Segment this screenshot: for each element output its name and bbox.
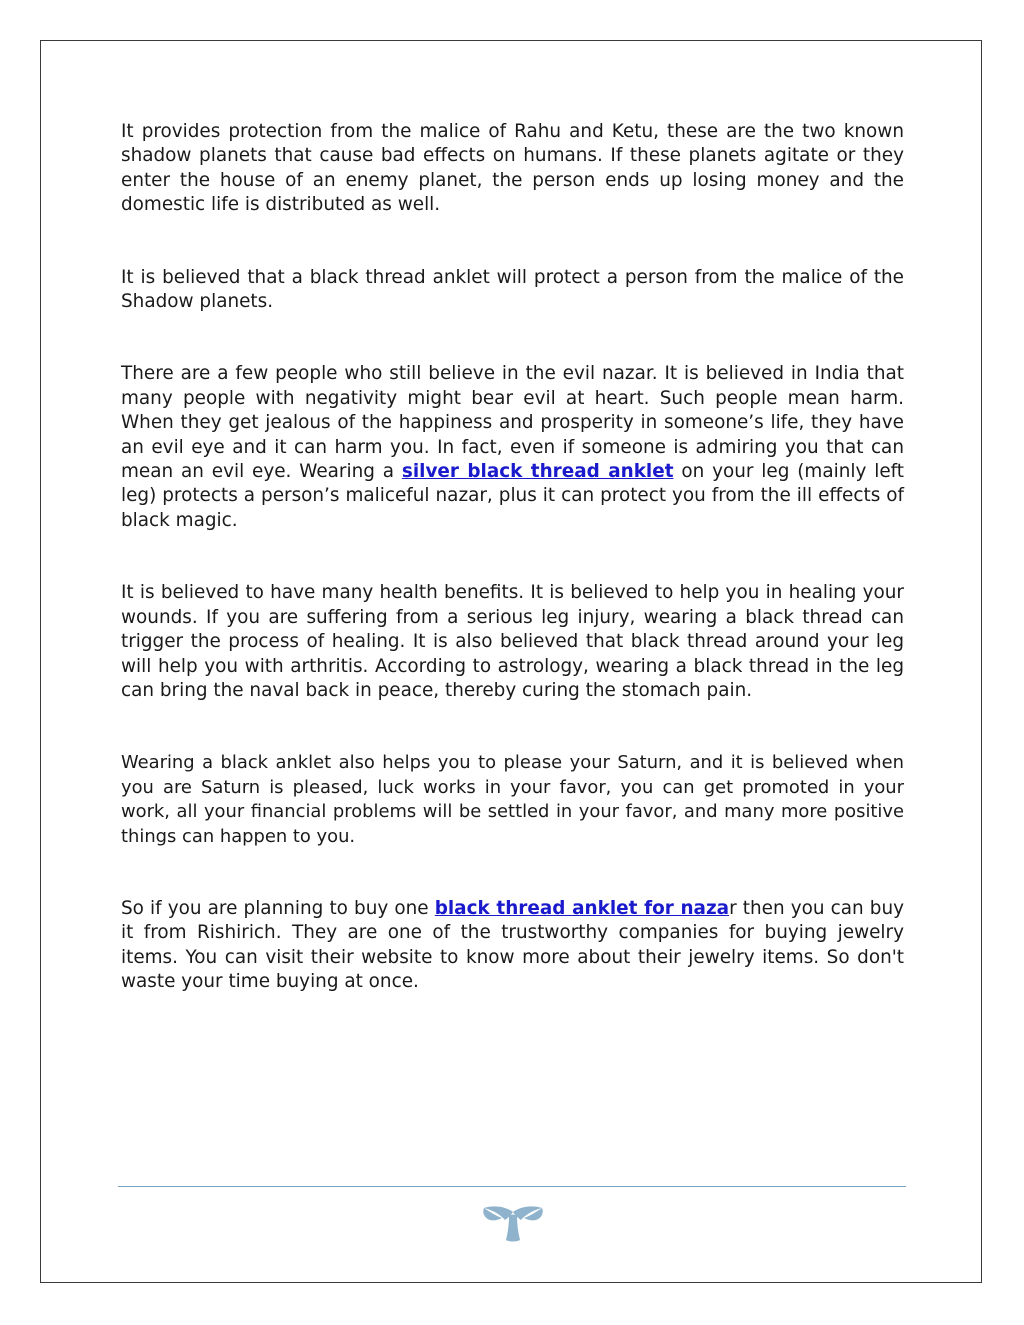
stylized-leaf-logo-icon: [478, 1198, 548, 1248]
paragraph-shadow-planets: It is believed that a black thread anklet will protect a person from the malice of the Shadow planets.: [121, 266, 904, 313]
paragraph-rahu-ketu: It provides protection from the malice of Rahu and Ketu, these are the two known shadow planets that cause bad effects on humans. If these planets agitate or they enter the house of an enemy planet, the person ends up losing money and the domestic life is distributed as well.: [121, 121, 904, 216]
paragraph-buy-text-after: r then you can buy it from Rishirich. They are one of the trustworthy companies for buying jewelry items. You can visit their website to know more about their jewelry items. So don't waste your time buying at once.: [121, 897, 905, 993]
paragraph-evil-nazar: [121, 362, 904, 533]
paragraph-evil-nazar-text-before: There are a few people who still believe in the evil nazar. It is believed in India that many people with negativity might bear evil at heart. Such people mean harm. When they get jealous of the happiness and prosperity in someone’s life, they have an evil eye and it can harm you. In fact, even if someone is admiring you that can mean an evil eye. Wearing a: [121, 363, 904, 483]
paragraph-evil-nazar-text-after: on your leg (mainly left leg) protects a person’s maliceful nazar, plus it can protect you from the ill effects of black magic.: [121, 461, 904, 531]
paragraph-saturn: Wearing a black anklet also helps you to please your Saturn, and it is believed when you are Saturn is pleased, luck works in your favor, you can get promoted in your work, all your financial problems will be settled in your favor, and many more positive things can happen to you.: [121, 752, 904, 847]
footer-divider: [118, 1186, 906, 1187]
paragraph-buy-text-before: So if you are planning to buy one: [121, 897, 435, 919]
document-body: [121, 120, 904, 1043]
silver-black-thread-anklet-link[interactable]: silver black thread anklet: [401, 461, 674, 483]
paragraph-buy-rishirich: [121, 897, 904, 995]
black-thread-anklet-for-nazar-link[interactable]: black thread anklet for naza: [434, 897, 730, 919]
paragraph-health-benefits: It is believed to have many health benefits. It is believed to help you in healing your wounds. If you are suffering from a serious leg injury, wearing a black thread can trigger the process of healing. It is also believed that black thread around your leg will help you with arthritis. According to astrology, wearing a black thread in the leg can bring the naval back in peace, thereby curing the stomach pain.: [121, 582, 904, 701]
